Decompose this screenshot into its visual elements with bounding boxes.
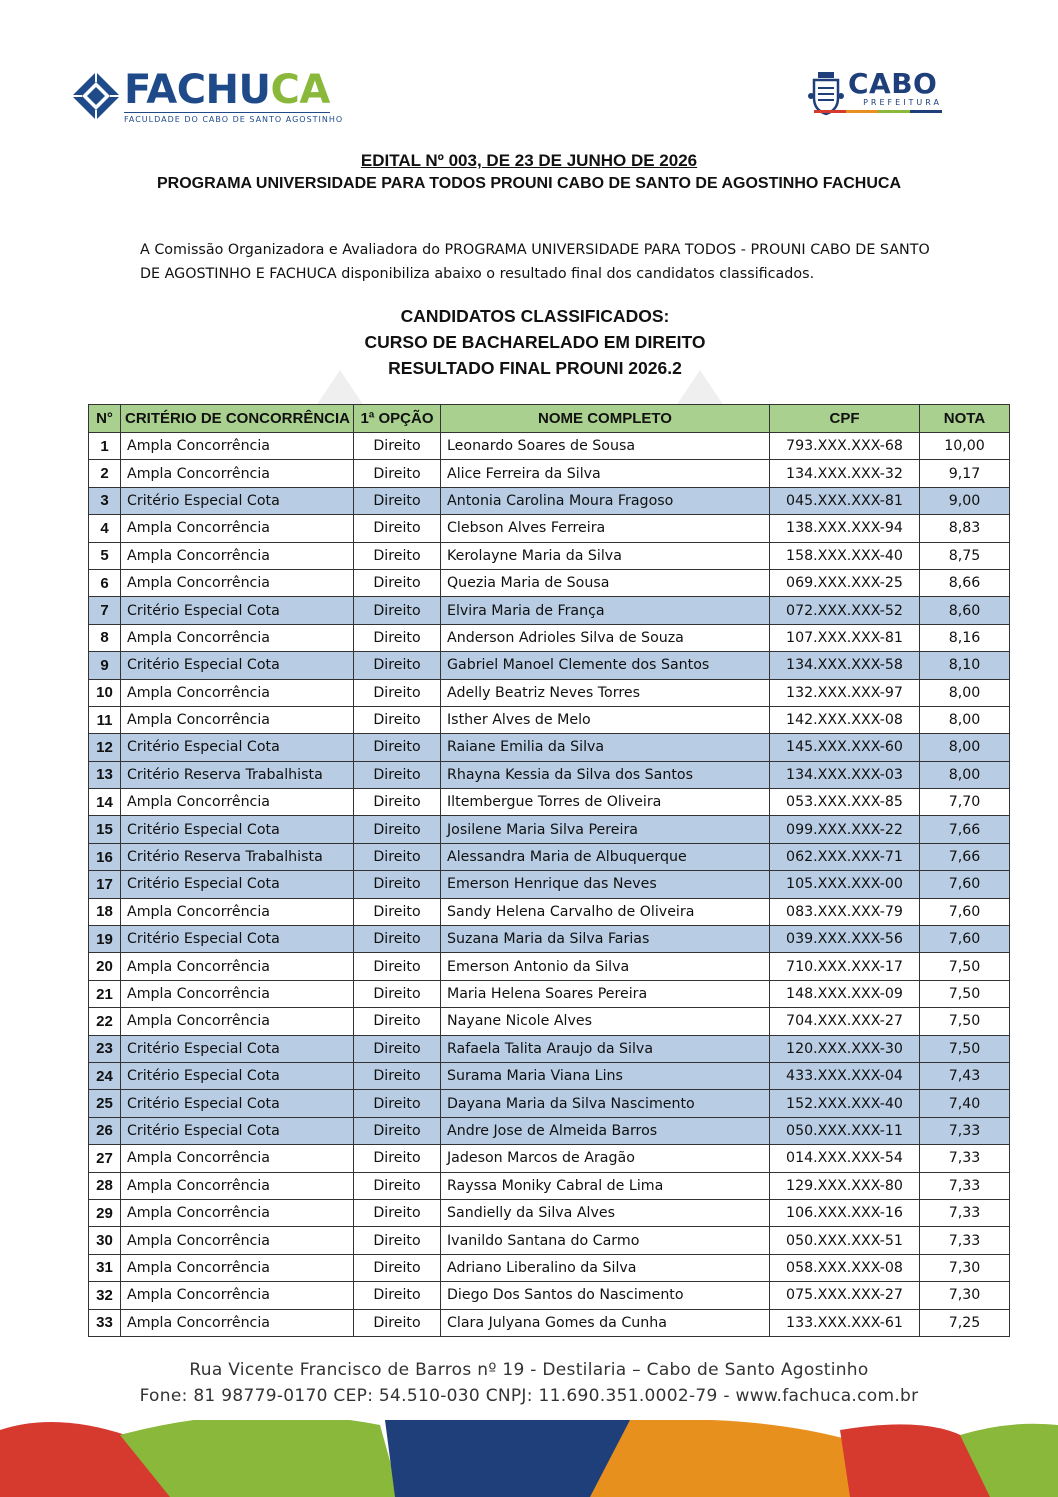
cpf-cell: 129.XXX.XXX-80 xyxy=(770,1172,920,1199)
table-row xyxy=(89,1254,1010,1281)
nota-cell: 7,33 xyxy=(920,1199,1010,1226)
opcao-cell: Direito xyxy=(354,1227,441,1254)
cabo-prefeitura-logo xyxy=(808,67,942,116)
opcao-cell: Direito xyxy=(354,898,441,925)
nota-cell: 8,00 xyxy=(920,761,1010,788)
nome-cell: Sandielly da Silva Alves xyxy=(441,1199,770,1226)
cpf-cell: 132.XXX.XXX-97 xyxy=(770,679,920,706)
nome-cell: Iltembergue Torres de Oliveira xyxy=(441,789,770,816)
nome-cell: Josilene Maria Silva Pereira xyxy=(441,816,770,843)
opcao-cell: Direito xyxy=(354,1145,441,1172)
cpf-cell: 152.XXX.XXX-40 xyxy=(770,1090,920,1117)
table-row xyxy=(89,789,1010,816)
cpf-cell: 107.XXX.XXX-81 xyxy=(770,624,920,651)
nota-cell: 7,30 xyxy=(920,1254,1010,1281)
row-number: 4 xyxy=(89,515,121,542)
cpf-cell: 072.XXX.XXX-52 xyxy=(770,597,920,624)
row-number: 9 xyxy=(89,652,121,679)
opcao-cell: Direito xyxy=(354,816,441,843)
row-number: 23 xyxy=(89,1035,121,1062)
opcao-cell: Direito xyxy=(354,1172,441,1199)
table-row xyxy=(89,980,1010,1007)
page-footer xyxy=(0,1357,1058,1409)
criterio-cell: Ampla Concorrência xyxy=(121,898,354,925)
opcao-cell: Direito xyxy=(354,1309,441,1336)
row-number: 21 xyxy=(89,980,121,1007)
table-row xyxy=(89,433,1010,460)
table-row xyxy=(89,926,1010,953)
opcao-cell: Direito xyxy=(354,1199,441,1226)
cpf-cell: 710.XXX.XXX-17 xyxy=(770,953,920,980)
fachuca-diamond-icon xyxy=(70,70,122,122)
nome-cell: Surama Maria Viana Lins xyxy=(441,1062,770,1089)
row-number: 14 xyxy=(89,789,121,816)
results-table xyxy=(88,404,1010,1337)
cpf-cell: 134.XXX.XXX-32 xyxy=(770,460,920,487)
cpf-cell: 148.XXX.XXX-09 xyxy=(770,980,920,1007)
opcao-cell: Direito xyxy=(354,1035,441,1062)
nota-cell: 7,33 xyxy=(920,1172,1010,1199)
table-row xyxy=(89,1145,1010,1172)
criterio-cell: Critério Especial Cota xyxy=(121,1035,354,1062)
nota-cell: 8,00 xyxy=(920,734,1010,761)
criterio-cell: Critério Especial Cota xyxy=(121,652,354,679)
fachuca-wordmark: FACHUCA xyxy=(124,67,330,113)
cpf-cell: 133.XXX.XXX-61 xyxy=(770,1309,920,1336)
nota-cell: 7,70 xyxy=(920,789,1010,816)
section-line: CURSO DE BACHARELADO EM DIREITO xyxy=(364,332,706,352)
edital-title: EDITAL Nº 003, DE 23 DE JUNHO DE 2026 xyxy=(360,151,698,170)
row-number: 18 xyxy=(89,898,121,925)
opcao-cell: Direito xyxy=(354,487,441,514)
opcao-cell: Direito xyxy=(354,515,441,542)
nome-cell: Quezia Maria de Sousa xyxy=(441,569,770,596)
opcao-cell: Direito xyxy=(354,789,441,816)
row-number: 27 xyxy=(89,1145,121,1172)
column-header-opcao: 1ª OPÇÃO xyxy=(354,405,441,433)
nome-cell: Gabriel Manoel Clemente dos Santos xyxy=(441,652,770,679)
program-title: PROGRAMA UNIVERSIDADE PARA TODOS PROUNI CABO DE SANTO DE AGOSTINHO FACHUCA xyxy=(156,175,902,192)
nota-cell: 8,16 xyxy=(920,624,1010,651)
row-number: 8 xyxy=(89,624,121,651)
footer-contact: Fone: 81 98779-0170 CEP: 54.510-030 CNPJ: 11.690.351.0002-79 - www.fachuca.com.br xyxy=(139,1386,919,1406)
row-number: 13 xyxy=(89,761,121,788)
opcao-cell: Direito xyxy=(354,980,441,1007)
table-row xyxy=(89,460,1010,487)
opcao-cell: Direito xyxy=(354,460,441,487)
cabo-subtitle: PREFEITURA xyxy=(863,98,942,107)
criterio-cell: Critério Especial Cota xyxy=(121,734,354,761)
row-number: 32 xyxy=(89,1282,121,1309)
nome-cell: Anderson Adrioles Silva de Souza xyxy=(441,624,770,651)
table-row xyxy=(89,487,1010,514)
row-number: 6 xyxy=(89,569,121,596)
table-row xyxy=(89,761,1010,788)
criterio-cell: Ampla Concorrência xyxy=(121,1172,354,1199)
cpf-cell: 105.XXX.XXX-00 xyxy=(770,871,920,898)
nota-cell: 7,30 xyxy=(920,1282,1010,1309)
fachuca-logo xyxy=(70,67,344,124)
section-heading xyxy=(0,303,1058,381)
row-number: 12 xyxy=(89,734,121,761)
nota-cell: 8,00 xyxy=(920,706,1010,733)
opcao-cell: Direito xyxy=(354,542,441,569)
criterio-cell: Critério Reserva Trabalhista xyxy=(121,843,354,870)
cpf-cell: 158.XXX.XXX-40 xyxy=(770,542,920,569)
nota-cell: 7,33 xyxy=(920,1227,1010,1254)
column-header-nome: NOME COMPLETO xyxy=(441,405,770,433)
nota-cell: 9,17 xyxy=(920,460,1010,487)
row-number: 3 xyxy=(89,487,121,514)
criterio-cell: Ampla Concorrência xyxy=(121,1199,354,1226)
table-row xyxy=(89,652,1010,679)
nota-cell: 7,50 xyxy=(920,1008,1010,1035)
criterio-cell: Ampla Concorrência xyxy=(121,542,354,569)
nome-cell: Emerson Henrique das Neves xyxy=(441,871,770,898)
criterio-cell: Ampla Concorrência xyxy=(121,1227,354,1254)
cpf-cell: 134.XXX.XXX-03 xyxy=(770,761,920,788)
opcao-cell: Direito xyxy=(354,1117,441,1144)
cpf-cell: 138.XXX.XXX-94 xyxy=(770,515,920,542)
criterio-cell: Critério Especial Cota xyxy=(121,816,354,843)
cpf-cell: 142.XXX.XXX-08 xyxy=(770,706,920,733)
intro-paragraph xyxy=(140,238,940,286)
criterio-cell: Critério Especial Cota xyxy=(121,1090,354,1117)
table-row xyxy=(89,1199,1010,1226)
opcao-cell: Direito xyxy=(354,871,441,898)
table-row xyxy=(89,624,1010,651)
table-row xyxy=(89,898,1010,925)
column-header-number: N° xyxy=(89,405,121,433)
nota-cell: 10,00 xyxy=(920,433,1010,460)
opcao-cell: Direito xyxy=(354,1282,441,1309)
nota-cell: 8,75 xyxy=(920,542,1010,569)
row-number: 31 xyxy=(89,1254,121,1281)
nota-cell: 7,66 xyxy=(920,843,1010,870)
nome-cell: Antonia Carolina Moura Fragoso xyxy=(441,487,770,514)
page-header xyxy=(0,62,1058,132)
table-row xyxy=(89,871,1010,898)
nome-cell: Sandy Helena Carvalho de Oliveira xyxy=(441,898,770,925)
nota-cell: 7,50 xyxy=(920,980,1010,1007)
criterio-cell: Ampla Concorrência xyxy=(121,1145,354,1172)
cpf-cell: 099.XXX.XXX-22 xyxy=(770,816,920,843)
table-row xyxy=(89,953,1010,980)
criterio-cell: Critério Especial Cota xyxy=(121,1117,354,1144)
nota-cell: 7,50 xyxy=(920,953,1010,980)
nome-cell: Emerson Antonio da Silva xyxy=(441,953,770,980)
table-header-row xyxy=(89,405,1010,433)
criterio-cell: Ampla Concorrência xyxy=(121,1254,354,1281)
table-row xyxy=(89,1282,1010,1309)
row-number: 22 xyxy=(89,1008,121,1035)
nota-cell: 7,33 xyxy=(920,1117,1010,1144)
cpf-cell: 704.XXX.XXX-27 xyxy=(770,1008,920,1035)
criterio-cell: Ampla Concorrência xyxy=(121,1008,354,1035)
cpf-cell: 062.XXX.XXX-71 xyxy=(770,843,920,870)
row-number: 15 xyxy=(89,816,121,843)
opcao-cell: Direito xyxy=(354,706,441,733)
row-number: 19 xyxy=(89,926,121,953)
row-number: 30 xyxy=(89,1227,121,1254)
opcao-cell: Direito xyxy=(354,734,441,761)
nome-cell: Elvira Maria de França xyxy=(441,597,770,624)
table-row xyxy=(89,1090,1010,1117)
opcao-cell: Direito xyxy=(354,569,441,596)
cabo-color-bars xyxy=(814,110,942,113)
column-header-criterio: CRITÉRIO DE CONCORRÊNCIA xyxy=(121,405,354,433)
nome-cell: Jadeson Marcos de Aragão xyxy=(441,1145,770,1172)
nota-cell: 8,00 xyxy=(920,679,1010,706)
table-row xyxy=(89,1008,1010,1035)
nome-cell: Nayane Nicole Alves xyxy=(441,1008,770,1035)
nome-cell: Kerolayne Maria da Silva xyxy=(441,542,770,569)
table-row xyxy=(89,1227,1010,1254)
nota-cell: 7,25 xyxy=(920,1309,1010,1336)
opcao-cell: Direito xyxy=(354,761,441,788)
cpf-cell: 075.XXX.XXX-27 xyxy=(770,1282,920,1309)
intro-line: DE AGOSTINHO E FACHUCA disponibiliza abaixo o resultado final dos candidatos classificados. xyxy=(140,266,815,282)
nome-cell: Isther Alves de Melo xyxy=(441,706,770,733)
table-row xyxy=(89,706,1010,733)
row-number: 33 xyxy=(89,1309,121,1336)
nome-cell: Alice Ferreira da Silva xyxy=(441,460,770,487)
nome-cell: Rafaela Talita Araujo da Silva xyxy=(441,1035,770,1062)
nome-cell: Leonardo Soares de Sousa xyxy=(441,433,770,460)
row-number: 10 xyxy=(89,679,121,706)
table-row xyxy=(89,569,1010,596)
nome-cell: Diego Dos Santos do Nascimento xyxy=(441,1282,770,1309)
nome-cell: Clara Julyana Gomes da Cunha xyxy=(441,1309,770,1336)
criterio-cell: Ampla Concorrência xyxy=(121,706,354,733)
opcao-cell: Direito xyxy=(354,652,441,679)
criterio-cell: Ampla Concorrência xyxy=(121,980,354,1007)
row-number: 29 xyxy=(89,1199,121,1226)
cpf-cell: 050.XXX.XXX-51 xyxy=(770,1227,920,1254)
document-title-block xyxy=(0,150,1058,196)
nota-cell: 7,66 xyxy=(920,816,1010,843)
row-number: 16 xyxy=(89,843,121,870)
criterio-cell: Ampla Concorrência xyxy=(121,1309,354,1336)
criterio-cell: Ampla Concorrência xyxy=(121,460,354,487)
criterio-cell: Ampla Concorrência xyxy=(121,433,354,460)
nota-cell: 7,60 xyxy=(920,898,1010,925)
criterio-cell: Ampla Concorrência xyxy=(121,789,354,816)
opcao-cell: Direito xyxy=(354,1090,441,1117)
nome-cell: Dayana Maria da Silva Nascimento xyxy=(441,1090,770,1117)
criterio-cell: Ampla Concorrência xyxy=(121,624,354,651)
nota-cell: 8,10 xyxy=(920,652,1010,679)
cpf-cell: 793.XXX.XXX-68 xyxy=(770,433,920,460)
nota-cell: 8,66 xyxy=(920,569,1010,596)
criterio-cell: Ampla Concorrência xyxy=(121,515,354,542)
cpf-cell: 014.XXX.XXX-54 xyxy=(770,1145,920,1172)
nota-cell: 7,33 xyxy=(920,1145,1010,1172)
row-number: 5 xyxy=(89,542,121,569)
table-row xyxy=(89,515,1010,542)
table-row xyxy=(89,1117,1010,1144)
cpf-cell: 045.XXX.XXX-81 xyxy=(770,487,920,514)
nome-cell: Adriano Liberalino da Silva xyxy=(441,1254,770,1281)
nome-cell: Suzana Maria da Silva Farias xyxy=(441,926,770,953)
opcao-cell: Direito xyxy=(354,926,441,953)
row-number: 28 xyxy=(89,1172,121,1199)
nota-cell: 9,00 xyxy=(920,487,1010,514)
cpf-cell: 134.XXX.XXX-58 xyxy=(770,652,920,679)
nome-cell: Ivanildo Santana do Carmo xyxy=(441,1227,770,1254)
table-row xyxy=(89,1062,1010,1089)
cpf-cell: 069.XXX.XXX-25 xyxy=(770,569,920,596)
nome-cell: Alessandra Maria de Albuquerque xyxy=(441,843,770,870)
table-row xyxy=(89,1035,1010,1062)
criterio-cell: Critério Especial Cota xyxy=(121,926,354,953)
opcao-cell: Direito xyxy=(354,1062,441,1089)
table-row xyxy=(89,1172,1010,1199)
row-number: 24 xyxy=(89,1062,121,1089)
opcao-cell: Direito xyxy=(354,953,441,980)
opcao-cell: Direito xyxy=(354,597,441,624)
opcao-cell: Direito xyxy=(354,433,441,460)
nome-cell: Clebson Alves Ferreira xyxy=(441,515,770,542)
nota-cell: 8,60 xyxy=(920,597,1010,624)
table-row xyxy=(89,542,1010,569)
cpf-cell: 039.XXX.XXX-56 xyxy=(770,926,920,953)
criterio-cell: Ampla Concorrência xyxy=(121,1282,354,1309)
table-row xyxy=(89,679,1010,706)
nota-cell: 7,60 xyxy=(920,871,1010,898)
criterio-cell: Critério Especial Cota xyxy=(121,597,354,624)
opcao-cell: Direito xyxy=(354,1008,441,1035)
cpf-cell: 433.XXX.XXX-04 xyxy=(770,1062,920,1089)
table-row xyxy=(89,1309,1010,1336)
cpf-cell: 053.XXX.XXX-85 xyxy=(770,789,920,816)
cpf-cell: 050.XXX.XXX-11 xyxy=(770,1117,920,1144)
table-row xyxy=(89,734,1010,761)
cpf-cell: 106.XXX.XXX-16 xyxy=(770,1199,920,1226)
row-number: 20 xyxy=(89,953,121,980)
nota-cell: 7,40 xyxy=(920,1090,1010,1117)
row-number: 2 xyxy=(89,460,121,487)
table-row xyxy=(89,843,1010,870)
table-row xyxy=(89,816,1010,843)
row-number: 1 xyxy=(89,433,121,460)
column-header-nota: NOTA xyxy=(920,405,1010,433)
opcao-cell: Direito xyxy=(354,843,441,870)
criterio-cell: Ampla Concorrência xyxy=(121,679,354,706)
cpf-cell: 145.XXX.XXX-60 xyxy=(770,734,920,761)
nome-cell: Andre Jose de Almeida Barros xyxy=(441,1117,770,1144)
intro-line: A Comissão Organizadora e Avaliadora do PROGRAMA UNIVERSIDADE PARA TODOS - PROUNI CABO DE SANTO xyxy=(140,242,930,258)
nota-cell: 7,43 xyxy=(920,1062,1010,1089)
criterio-cell: Critério Reserva Trabalhista xyxy=(121,761,354,788)
criterio-cell: Critério Especial Cota xyxy=(121,871,354,898)
cabo-wordmark: CABO xyxy=(848,67,938,100)
opcao-cell: Direito xyxy=(354,679,441,706)
cpf-cell: 058.XXX.XXX-08 xyxy=(770,1254,920,1281)
nota-cell: 7,60 xyxy=(920,926,1010,953)
column-header-cpf: CPF xyxy=(770,405,920,433)
nome-cell: Rayssa Moniky Cabral de Lima xyxy=(441,1172,770,1199)
criterio-cell: Ampla Concorrência xyxy=(121,569,354,596)
row-number: 26 xyxy=(89,1117,121,1144)
section-line: RESULTADO FINAL PROUNI 2026.2 xyxy=(388,358,682,378)
row-number: 11 xyxy=(89,706,121,733)
nome-cell: Raiane Emilia da Silva xyxy=(441,734,770,761)
nome-cell: Maria Helena Soares Pereira xyxy=(441,980,770,1007)
row-number: 17 xyxy=(89,871,121,898)
nome-cell: Adelly Beatriz Neves Torres xyxy=(441,679,770,706)
criterio-cell: Ampla Concorrência xyxy=(121,953,354,980)
opcao-cell: Direito xyxy=(354,624,441,651)
results-table-body xyxy=(89,433,1010,1337)
row-number: 25 xyxy=(89,1090,121,1117)
footer-address: Rua Vicente Francisco de Barros nº 19 - Destilaria – Cabo de Santo Agostinho xyxy=(189,1360,869,1380)
cpf-cell: 083.XXX.XXX-79 xyxy=(770,898,920,925)
fachuca-subtitle: FACULDADE DO CABO DE SANTO AGOSTINHO xyxy=(124,112,330,124)
cpf-cell: 120.XXX.XXX-30 xyxy=(770,1035,920,1062)
nome-cell: Rhayna Kessia da Silva dos Santos xyxy=(441,761,770,788)
criterio-cell: Critério Especial Cota xyxy=(121,1062,354,1089)
opcao-cell: Direito xyxy=(354,1254,441,1281)
row-number: 7 xyxy=(89,597,121,624)
nota-cell: 7,50 xyxy=(920,1035,1010,1062)
criterio-cell: Critério Especial Cota xyxy=(121,487,354,514)
decorative-color-strip xyxy=(0,1420,1058,1497)
nota-cell: 8,83 xyxy=(920,515,1010,542)
table-row xyxy=(89,597,1010,624)
section-line: CANDIDATOS CLASSIFICADOS: xyxy=(400,306,670,326)
